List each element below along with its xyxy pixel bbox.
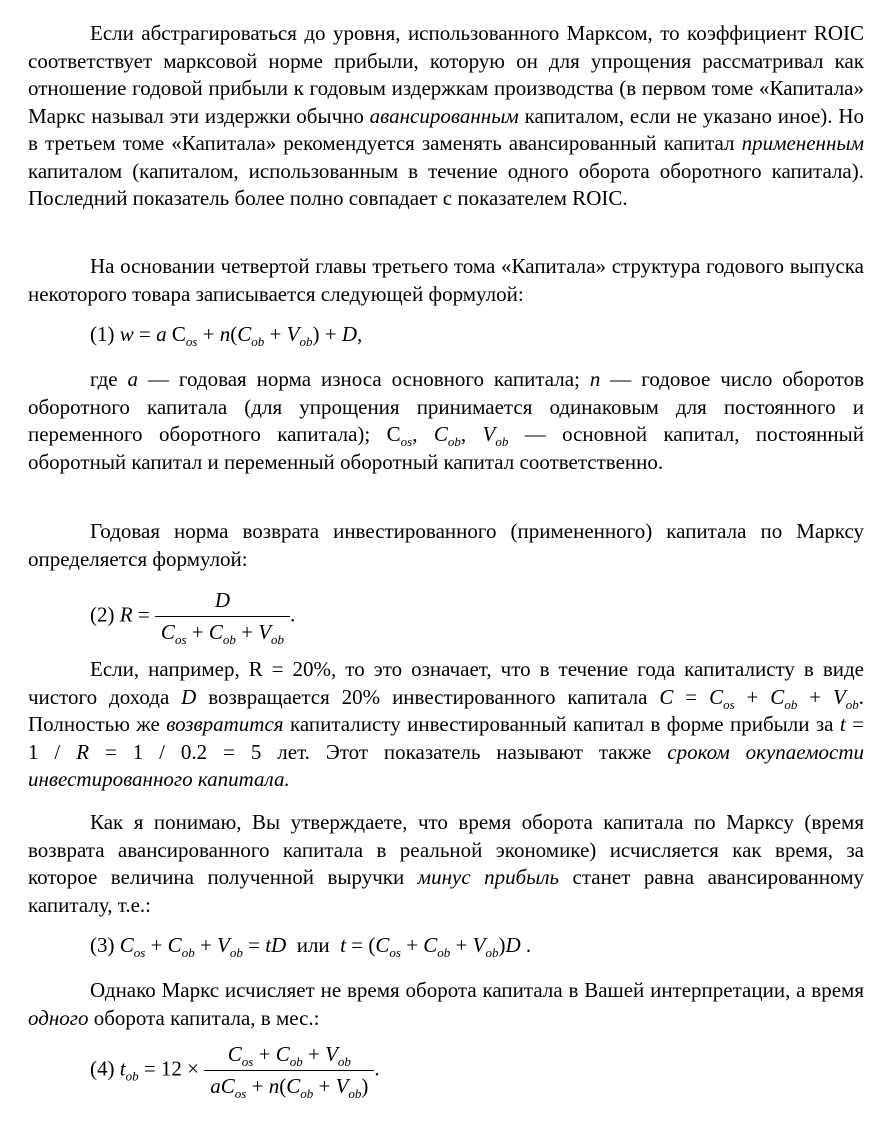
formula-label: (4)	[90, 1056, 115, 1081]
inline-math-capitals: $C_{os}$, $C_{ob}$, $V_{ob}$	[386, 422, 509, 449]
fraction: $\frac{D}{C_{os} + C_{ob} + V_{ob}}$	[155, 588, 290, 645]
text: Как я понимаю, Вы утверждаете, что время оборота капитала по Марксу (время возврата авансированного капитала в реальной экономике) исчисляется как время, за которое величина полученной выручки	[28, 810, 864, 889]
text: оборота капитала, в мес.:	[88, 1005, 320, 1030]
paragraph-return-rate	[28, 518, 864, 573]
paragraph-marx-single-turnover	[28, 977, 864, 1032]
inline-math-payback: t = 1 / R = 1 / 0.2 = 5	[28, 712, 864, 764]
paragraph-definitions	[28, 366, 864, 476]
text: Годовая норма возврата инвестированного (примененного) капитала по Марксу определяется формулой:	[28, 519, 864, 571]
text: . Полностью же	[28, 684, 865, 736]
emphasis-text: авансированным	[369, 103, 519, 128]
text: возвращается 20% инвестированного капитала	[196, 684, 660, 709]
text: Если абстрагироваться до уровня, использованного Марксом, то коэффициент ROIC соответствует марксовой норме прибыли, которую он для упрощения рассматривал как отношение годовой прибыли к годовым издержкам производства (в первом томе «Капитала» Маркс называл эти издержки обычно	[28, 21, 864, 128]
text: — годовое число оборотов оборотного капитала (для упрощения принимается одинаковым для постоянного и переменного оборотного капитала);	[28, 367, 864, 446]
text: капиталом (капиталом, использованным в течение одного оборота оборотного капитала). Последний показатель более полно совпадает с показателем ROIC.	[28, 158, 864, 210]
formula-4: (4) $t_{ob} = 12$ × $\frac{C_{os} + C_{ob} + V_{ob}}{aC_{os} + n(C_{ob} + V_{ob})}$ .	[90, 1042, 380, 1101]
paragraph-turnover-claim	[28, 809, 864, 919]
paragraph-example	[28, 656, 864, 794]
text: где	[90, 367, 128, 391]
variable-n: n	[589, 367, 601, 391]
inline-math-capital-sum: $C = C_{os} + C_{ob} + V_{ob}$	[659, 684, 859, 712]
text: — основной капитал, постоянный оборотный капитал и переменный оборотный капитал соответственно.	[28, 422, 864, 474]
emphasis-text: минус прибыль	[417, 865, 560, 889]
text: лет. Этот показатель называют также	[261, 739, 668, 764]
text: Если, например, R = 20%, то это означает, что в течение года капиталисту в виде чистого дохода	[28, 657, 864, 709]
formula-1: (1) w = a $C_{os} + n(C_{ob} + V_{ob}) + D$,	[90, 322, 363, 349]
emphasis-text: сроком окупаемости инвестированного капитала.	[28, 739, 864, 791]
fraction: $\frac{C_{os} + C_{ob} + V_{ob}}{aC_{os} + n(C_{ob} + V_{ob})}$	[204, 1042, 374, 1099]
or-word: или	[296, 933, 330, 957]
formula-label: (1)	[90, 322, 115, 346]
text: капиталисту инвестированный капитал в форме прибыли за	[283, 712, 840, 736]
text: капиталом, если не указано иное). Но в третьем томе «Капитала» рекомендуется заменять авансированный капитал	[28, 103, 864, 155]
variable-D: D	[181, 684, 197, 709]
formula-label: (3)	[90, 933, 115, 957]
paragraph-annual-output	[28, 253, 864, 308]
formula-3: (3) $C_{os} + C_{ob} + V_{ob}$ = tD или $t = (C_{os} + C_{ob} + V_{ob})D$ .	[90, 933, 532, 960]
variable-a: a	[127, 367, 139, 391]
emphasis-text: одного	[28, 1005, 89, 1030]
paragraph-roic	[28, 20, 864, 213]
text: Однако Маркс исчисляет не время оборота капитала в Вашей интерпретации, а время	[90, 978, 864, 1002]
formula-label: (2)	[90, 602, 115, 627]
text: станет равна авансированному капиталу, т.е.:	[28, 865, 864, 917]
emphasis-text: возвратится	[166, 712, 284, 736]
text: — годовая норма износа основного капитала;	[138, 367, 590, 391]
emphasis-text: примененным	[741, 131, 864, 155]
formula-2: (2) R = $\frac{D}{C_{os} + C_{ob} + V_{ob}}$ .	[90, 588, 296, 647]
text: На основании четвертой главы третьего тома «Капитала» структура годового выпуска некоторого товара записывается следующей формулой:	[28, 254, 864, 306]
